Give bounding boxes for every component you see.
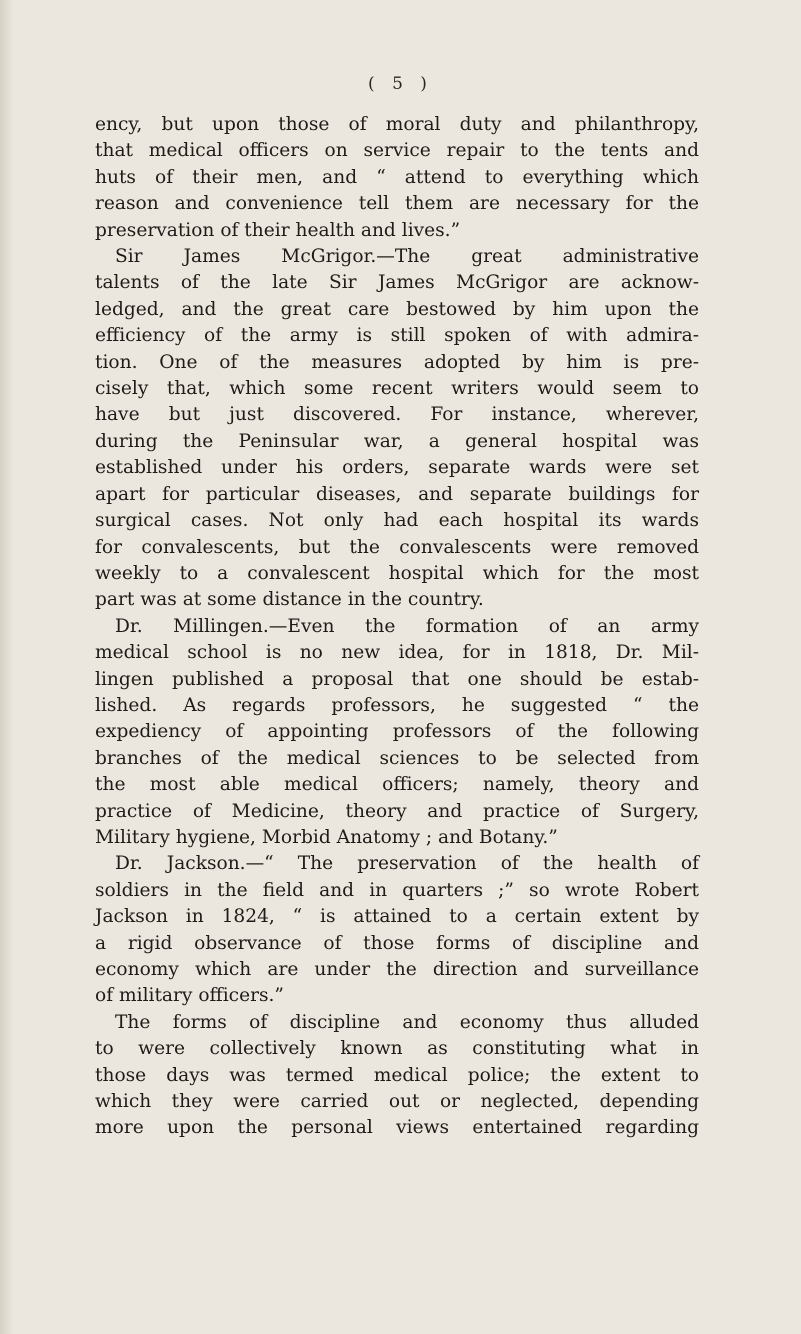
text-line: Jackson in 1824, “ is attained to a certain extent by [95, 906, 699, 928]
text-line: expediency of appointing professors of the following [95, 721, 699, 743]
section-heading-millingen: Dr. Millingen.—Even the formation of an army [115, 615, 699, 637]
section-heading-mcgrigor: Sir James McGrigor.—The great administrative [115, 246, 699, 268]
body-text [95, 112, 699, 1142]
text-line: ency, but upon those of moral duty and philanthropy, [95, 114, 699, 135]
text-line: branches of the medical sciences to be selected from [95, 747, 699, 769]
text-line: that medical officers on service repair to the tents and [95, 140, 699, 162]
text-line: more upon the personal views entertained regarding [95, 1117, 699, 1139]
text-line: lingen published a proposal that one should be estab- [95, 668, 699, 690]
page-edge-shadow [0, 0, 14, 1334]
text-line: have but just discovered. For instance, wherever, [95, 404, 699, 426]
text-line: those days was termed medical police; the extent to [95, 1064, 699, 1086]
text-line: which they were carried out or neglected, depending [95, 1091, 699, 1113]
text-line: ledged, and the great care bestowed by him upon the [95, 298, 699, 320]
text-line: soldiers in the field and in quarters ;” so wrote Robert [95, 879, 699, 901]
section-heading-jackson: Dr. Jackson.—“ The preservation of the health of [115, 853, 699, 875]
text-line: cisely that, which some recent writers would seem to [95, 378, 699, 400]
text-line: established under his orders, separate wards were set [95, 457, 699, 479]
text-line: efficiency of the army is still spoken of with admira- [95, 325, 699, 347]
text-line: lished. As regards professors, he suggested “ the [95, 694, 699, 716]
text-line: preservation of their health and lives.” [95, 219, 461, 241]
text-line: weekly to a convalescent hospital which for the most [95, 562, 699, 584]
text-line: talents of the late Sir James McGrigor are acknow- [95, 272, 699, 294]
text-line: medical school is no new idea, for in 1818, Dr. Mil- [95, 642, 699, 664]
text-line: surgical cases. Not only had each hospital its wards [95, 510, 699, 532]
text-line: a rigid observance of those forms of discipline and [95, 932, 699, 954]
text-line: apart for particular diseases, and separate buildings for [95, 483, 699, 505]
text-line: during the Peninsular war, a general hospital was [95, 430, 699, 452]
text-line: reason and convenience tell them are necessary for the [95, 193, 699, 215]
text-line: huts of their men, and “ attend to everything which [95, 166, 699, 188]
text-line: tion. One of the measures adopted by him is pre- [95, 351, 699, 373]
text-line: to were collectively known as constituting what in [95, 1038, 699, 1060]
text-line: economy which are under the direction and surveillance [95, 959, 699, 980]
text-line: Military hygiene, Morbid Anatomy ; and Botany.” [95, 826, 558, 848]
text-line: part was at some distance in the country. [95, 589, 484, 611]
text-line: the most able medical officers; namely, theory and [95, 774, 699, 796]
text-line: of military officers.” [95, 985, 284, 1007]
text-line: practice of Medicine, theory and practice of Surgery, [95, 800, 699, 822]
page-number: ( 5 ) [368, 74, 433, 94]
paragraph-start: The forms of discipline and economy thus alluded [115, 1011, 699, 1033]
text-line: for convalescents, but the convalescents were removed [95, 536, 699, 558]
